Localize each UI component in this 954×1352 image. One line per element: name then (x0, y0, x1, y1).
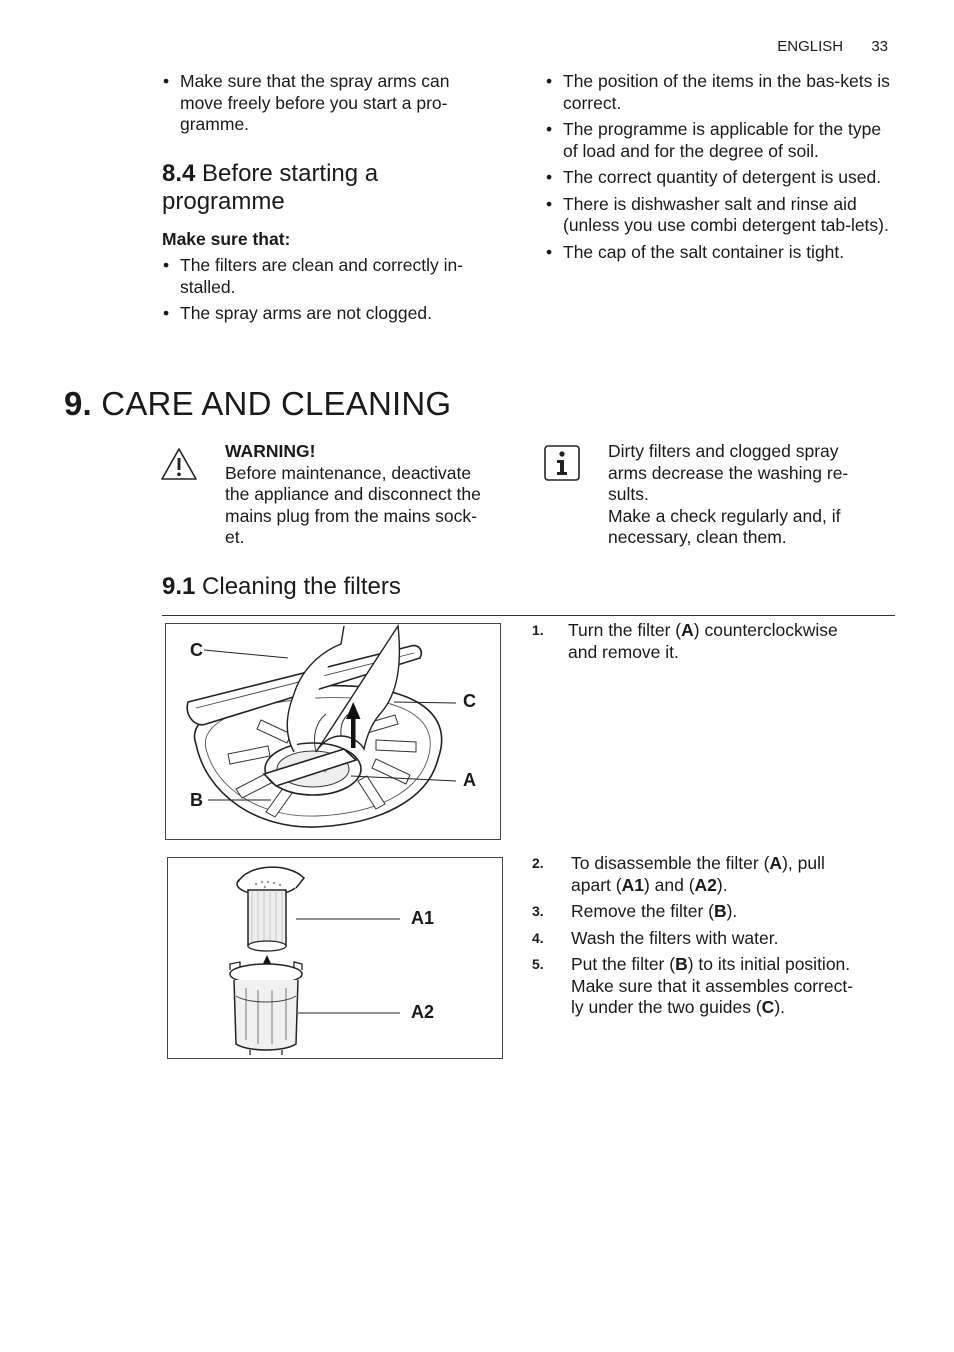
step-text: ). (774, 997, 786, 1017)
step-text: ), pull (782, 853, 825, 873)
info-line: arms decrease the washing re- (608, 462, 849, 483)
step-item (532, 901, 897, 923)
info-block (608, 441, 898, 549)
filter-removal-illustration (166, 624, 500, 839)
step-text: Put the filter ( (571, 954, 676, 974)
filter-disassembly-illustration (168, 858, 502, 1058)
step-text: apart ( (571, 874, 622, 895)
left-top-list (162, 71, 492, 141)
step-item (532, 928, 897, 950)
step-text: ) to its initial position. (687, 954, 851, 974)
figure-filter-removal (165, 623, 501, 840)
step-number: 1. (532, 622, 544, 638)
warning-line: the appliance and disconnect the (225, 484, 481, 504)
step-number: 5. (532, 956, 544, 972)
info-line: Make a check regularly and, if (608, 505, 841, 526)
warning-block (225, 441, 525, 549)
list-item: • The programme is applicable for the type of load and for the degree of soil. (545, 119, 897, 162)
list-item: • The filters are clean and correctly in-stalled. (162, 255, 502, 298)
warning-line: et. (225, 527, 245, 547)
section-9-title (64, 386, 451, 422)
section-8-4-list (162, 255, 502, 330)
step-ref: B (713, 901, 727, 921)
step-number: 4. (532, 929, 544, 946)
list-item: • The correct quantity of detergent is used. (545, 167, 897, 189)
step-text: ) and ( (643, 874, 695, 895)
step-text: and remove it. (568, 641, 679, 662)
step-text: Turn the filter ( (568, 620, 682, 640)
section-number: 9.1 (162, 573, 196, 600)
section-rule (162, 615, 895, 616)
section-title: CARE AND CLEANING (101, 385, 452, 422)
step-ref: C (761, 997, 775, 1017)
list-item: • The position of the items in the bas-kets is correct. (545, 71, 897, 114)
list-item: • The cap of the salt container is tight. (545, 242, 897, 264)
section-title-line1: Before starting a (202, 160, 379, 187)
step-ref: B (675, 954, 688, 974)
header-language: ENGLISH (777, 38, 844, 55)
section-number: 9. (64, 385, 92, 422)
page-number: 33 (871, 38, 888, 55)
make-sure-lead: Make sure that: (162, 229, 291, 249)
warning-line: Before maintenance, deactivate (225, 462, 472, 483)
step-text: ly under the two guides ( (571, 997, 762, 1017)
step-ref: A2 (694, 874, 717, 895)
page-header (777, 38, 888, 55)
label-a: A (463, 770, 476, 790)
step-text: Wash the filters with water. (571, 927, 779, 948)
list-item: • Make sure that the spray arms can move freely before you start a pro-gramme. (162, 71, 492, 136)
label-a2: A2 (411, 1002, 435, 1022)
step-item (532, 853, 897, 896)
step-text: To disassemble the filter ( (571, 853, 770, 873)
step-text: Remove the filter ( (571, 901, 714, 921)
list-item: • There is dishwasher salt and rinse aid (unless you use combi detergent tab-lets). (545, 194, 897, 237)
section-8-4-title (162, 160, 502, 216)
info-line: necessary, clean them. (608, 527, 787, 547)
step-item (532, 954, 897, 1019)
step-text: ) counterclockwise (693, 620, 838, 640)
section-title-line2: programme (162, 188, 285, 215)
figure-filter-disassembly (167, 857, 503, 1059)
label-a1: A1 (411, 908, 435, 928)
warning-line: mains plug from the mains sock- (225, 505, 477, 526)
right-top-list (545, 71, 897, 268)
section-9-1-title (162, 573, 401, 601)
step-ref: A1 (621, 874, 644, 895)
warning-triangle-icon (160, 446, 200, 486)
step-text: ). (726, 901, 738, 921)
steps-list-2 (532, 853, 897, 1024)
info-icon (543, 444, 583, 484)
list-item: • The spray arms are not clogged. (162, 303, 502, 325)
step-number: 3. (532, 903, 544, 919)
info-line: sults. (608, 484, 649, 504)
step-ref: A (681, 620, 694, 640)
step-number: 2. (532, 855, 544, 871)
step-text: Make sure that it assembles correct- (571, 975, 854, 996)
step-item (532, 620, 897, 663)
step-ref: A (769, 853, 783, 873)
label-c-left: C (190, 640, 203, 660)
steps-list-1 (532, 620, 897, 668)
info-line: Dirty filters and clogged spray (608, 441, 839, 461)
section-number: 8.4 (162, 160, 196, 187)
label-b: B (190, 790, 203, 810)
section-title: Cleaning the filters (202, 573, 401, 600)
label-c-right: C (463, 691, 476, 711)
warning-title: WARNING! (225, 441, 316, 461)
step-text: ). (716, 874, 728, 895)
